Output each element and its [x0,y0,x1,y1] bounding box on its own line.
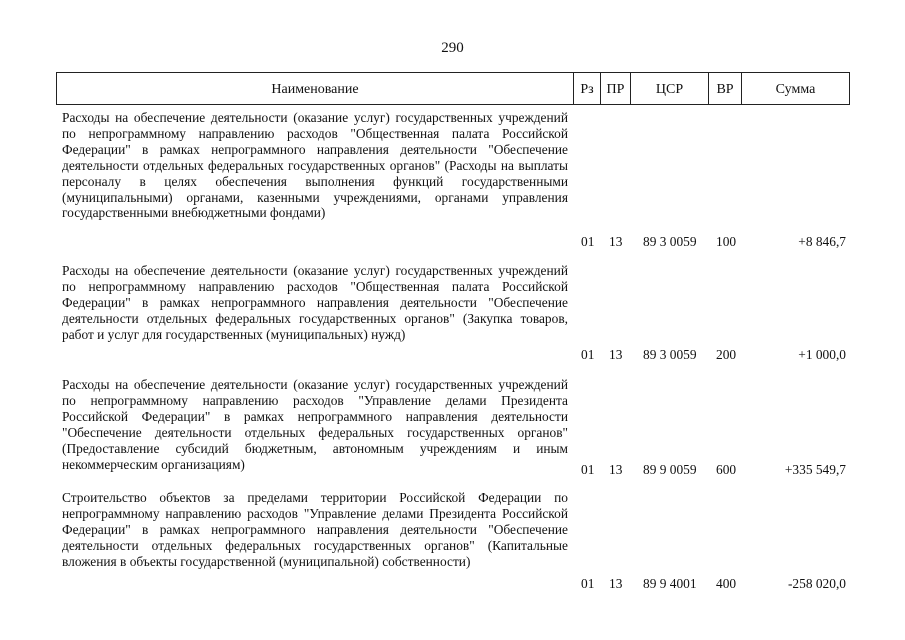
row-csr: 89 9 0059 [643,462,697,477]
header-pr: ПР [601,73,631,104]
row-csr: 89 3 0059 [643,234,697,249]
row-vr: 100 [716,234,737,249]
row-vr: 200 [716,347,737,362]
row-rz: 01 [581,347,595,362]
header-name: Наименование [57,73,574,104]
row-csr: 89 9 4001 [643,576,697,591]
page-number: 290 [441,40,464,56]
row-name: Расходы на обеспечение деятельности (оказание услуг) государственных учреждений по непрограммному направлению расходов "Общественная палата Российской Федерации" в рамках непрограммного направления деятельности "Обеспечение деятельности отдельных федеральных государственных органов" (Расходы на выплаты персоналу в целях обеспечения выполнения функций государственными (муниципальными) органами, казенными учреждениями, органами управления государственными внебюджетными фондами) [62,110,568,221]
table-header [56,72,850,105]
row-vr: 600 [716,462,737,477]
row-sum: -258 020,0 [787,576,846,591]
row-vr: 400 [716,576,737,591]
row-sum: +1 000,0 [798,347,846,362]
header-rz: Рз [574,73,601,104]
row-rz: 01 [581,462,595,477]
row-pr: 13 [609,462,623,477]
row-rz: 01 [581,234,595,249]
row-name: Расходы на обеспечение деятельности (оказание услуг) государственных учреждений по непрограммному направлению расходов "Управление делами Президента Российской Федерации" в рамках непрограммного направления деятельности "Обеспечение деятельности отдельных федеральных государственных органов" (Предоставление субсидий бюджетным, автономным учреждениям и иным некоммерческим организациям) [62,377,568,472]
row-pr: 13 [609,576,623,591]
row-rz: 01 [581,576,595,591]
row-sum: +8 846,7 [798,234,846,249]
row-sum: +335 549,7 [784,462,846,477]
row-name: Строительство объектов за пределами территории Российской Федерации по непрограммному направлению расходов "Управление делами Президента Российской Федерации" в рамках непрограммного направления деятельности "Обеспечение деятельности отдельных федеральных государственных органов" (Капитальные вложения в объекты государственной (муниципальной) собственности) [62,490,568,569]
header-vr: ВР [709,73,742,104]
header-csr: ЦСР [631,73,709,104]
header-sum: Сумма [775,81,816,97]
row-pr: 13 [609,347,623,362]
row-pr: 13 [609,234,623,249]
row-name: Расходы на обеспечение деятельности (оказание услуг) государственных учреждений по непрограммному направлению расходов "Общественная палата Российской Федерации" в рамках непрограммного направления деятельности "Обеспечение деятельности отдельных федеральных государственных органов" (Закупка товаров, работ и услуг для государственных (муниципальных) нужд) [62,263,568,342]
row-csr: 89 3 0059 [643,347,697,362]
